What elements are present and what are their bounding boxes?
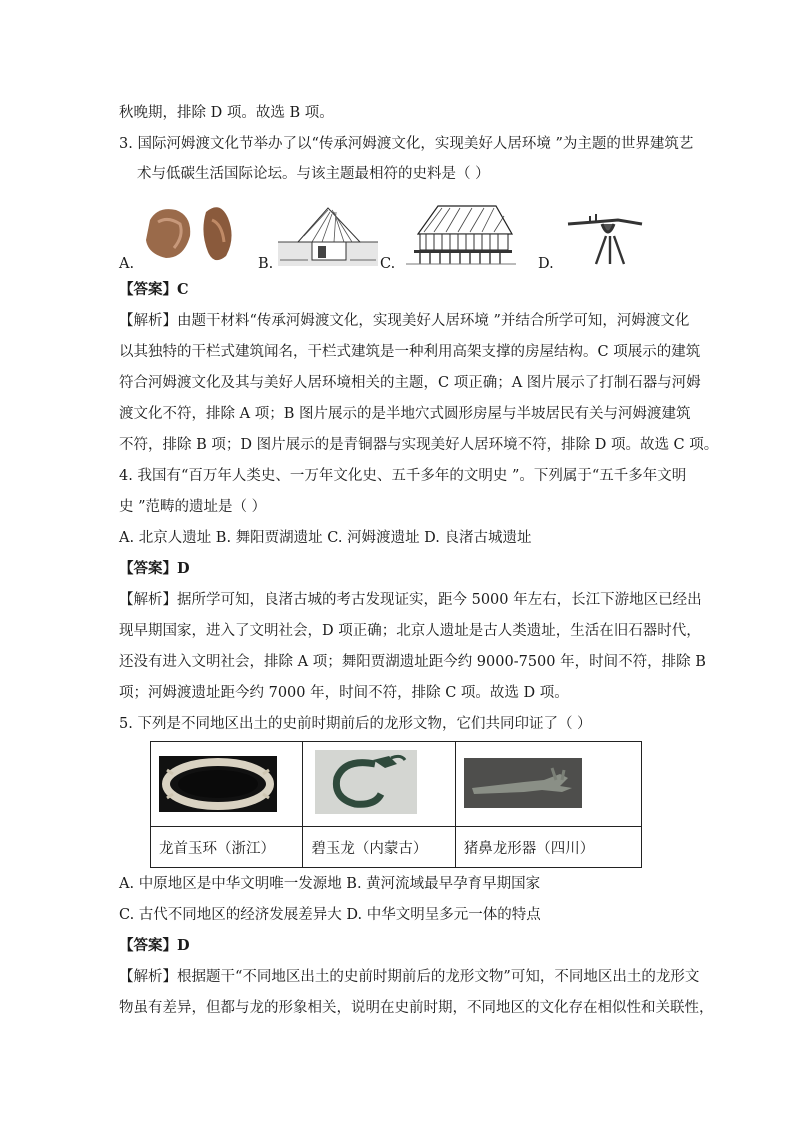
- option-a-label: A.: [119, 256, 135, 272]
- stone-tools-image: [140, 202, 240, 266]
- explanation-4-line: 现早期国家，进入了文明社会，D 项正确；北京人遗址是古人类遗址，生活在旧石器时代，: [119, 623, 701, 639]
- answer-4: 【答案】D: [119, 560, 190, 577]
- explanation-5: 【解析】根据题干“不同地区出土的史前时期前后的龙形文物”可知，不同地区出土的龙形文: [119, 969, 700, 985]
- jade-dragon-image: [315, 750, 417, 814]
- pig-nose-dragon-cell: [455, 742, 641, 827]
- answer-3: 【答案】C: [119, 281, 189, 298]
- option-d-label: D.: [538, 256, 554, 272]
- option-b-label: B.: [258, 256, 274, 272]
- question-5-options: C. 古代不同地区的经济发展差异大 D. 中华文明呈多元一体的特点: [119, 907, 541, 923]
- explanation-3: 【解析】由题干材料“传承河姆渡文化，实现美好人居环境 ”并结合所学可知，河姆渡文化: [119, 313, 690, 329]
- question-4-options: A. 北京人遗址 B. 舞阳贾湖遗址 C. 河姆渡遗址 D. 良渚古城遗址: [119, 530, 532, 546]
- answer-5: 【答案】D: [119, 937, 190, 954]
- question-5-stem: 5. 下列是不同地区出土的史前时期前后的龙形文物，它们共同印证了（ ）: [119, 716, 592, 732]
- pig-nose-dragon-caption: 猪鼻龙形器（四川）: [455, 827, 641, 868]
- pig-nose-dragon-image: [464, 758, 582, 808]
- explanation-3-line: 以其独特的干栏式建筑闻名，干栏式建筑是一种利用高架支撑的房屋结构。C 项展示的建筑: [119, 344, 701, 360]
- text-line: 秋晚期，排除 D 项。故选 B 项。: [119, 105, 334, 121]
- explanation-3-line: 不符，排除 B 项；D 图片展示的是青铜器与实现美好人居环境不符，排除 D 项。故选 C 项。: [119, 437, 719, 453]
- question-5-options: A. 中原地区是中华文明唯一发源地 B. 黄河流域最早孕育早期国家: [119, 876, 541, 892]
- jade-ring-caption: 龙首玉环（浙江）: [151, 827, 303, 868]
- explanation-4-line: 项；河姆渡遗址距今约 7000 年，时间不符，排除 C 项。故选 D 项。: [119, 685, 569, 701]
- question-3-stem: 3. 国际河姆渡文化节举办了以“传承河姆渡文化，实现美好人居环境 ”为主题的世界建筑艺: [119, 136, 694, 152]
- explanation-3-line: 符合河姆渡文化及其与美好人居环境相关的主题，C 项正确；A 图片展示了打制石器与河姆: [119, 375, 701, 391]
- explanation-5-line: 物虽有差异，但都与龙的形象相关，说明在史前时期，不同地区的文化存在相似性和关联性，: [119, 1000, 714, 1016]
- explanation-4: 【解析】据所学可知，良渚古城的考古发现证实，距今 5000 年左右，长江下游地区已经出: [119, 592, 702, 608]
- bronze-vessel-image: [566, 214, 658, 266]
- semi-subterranean-house-image: [278, 202, 378, 266]
- jade-dragon-caption: 碧玉龙（内蒙古）: [303, 827, 455, 868]
- explanation-4-line: 还没有进入文明社会，排除 A 项；舞阳贾湖遗址距今约 9000-7500 年，时间不符，排除 B: [119, 654, 706, 670]
- question-4-stem: 4. 我国有“百万年人类史、一万年文化史、五千多年的文明史 ”。下列属于“五千多年文明: [119, 468, 687, 484]
- jade-dragon-cell: [303, 742, 455, 827]
- jade-ring-cell: [151, 742, 303, 827]
- artifact-table: [150, 741, 642, 868]
- explanation-3-line: 渡文化不符，排除 A 项；B 图片展示的是半地穴式圆形房屋与半坡居民有关与河姆渡建筑: [119, 406, 691, 422]
- stilt-house-image: [400, 202, 516, 266]
- question-3-stem-cont: 术与低碳生活国际论坛。与该主题最相符的史料是（ ）: [137, 166, 490, 182]
- question-4-stem-cont: 史 ”范畴的遗址是（ ）: [119, 499, 267, 515]
- jade-ring-image: [159, 756, 277, 812]
- option-c-label: C.: [380, 256, 396, 272]
